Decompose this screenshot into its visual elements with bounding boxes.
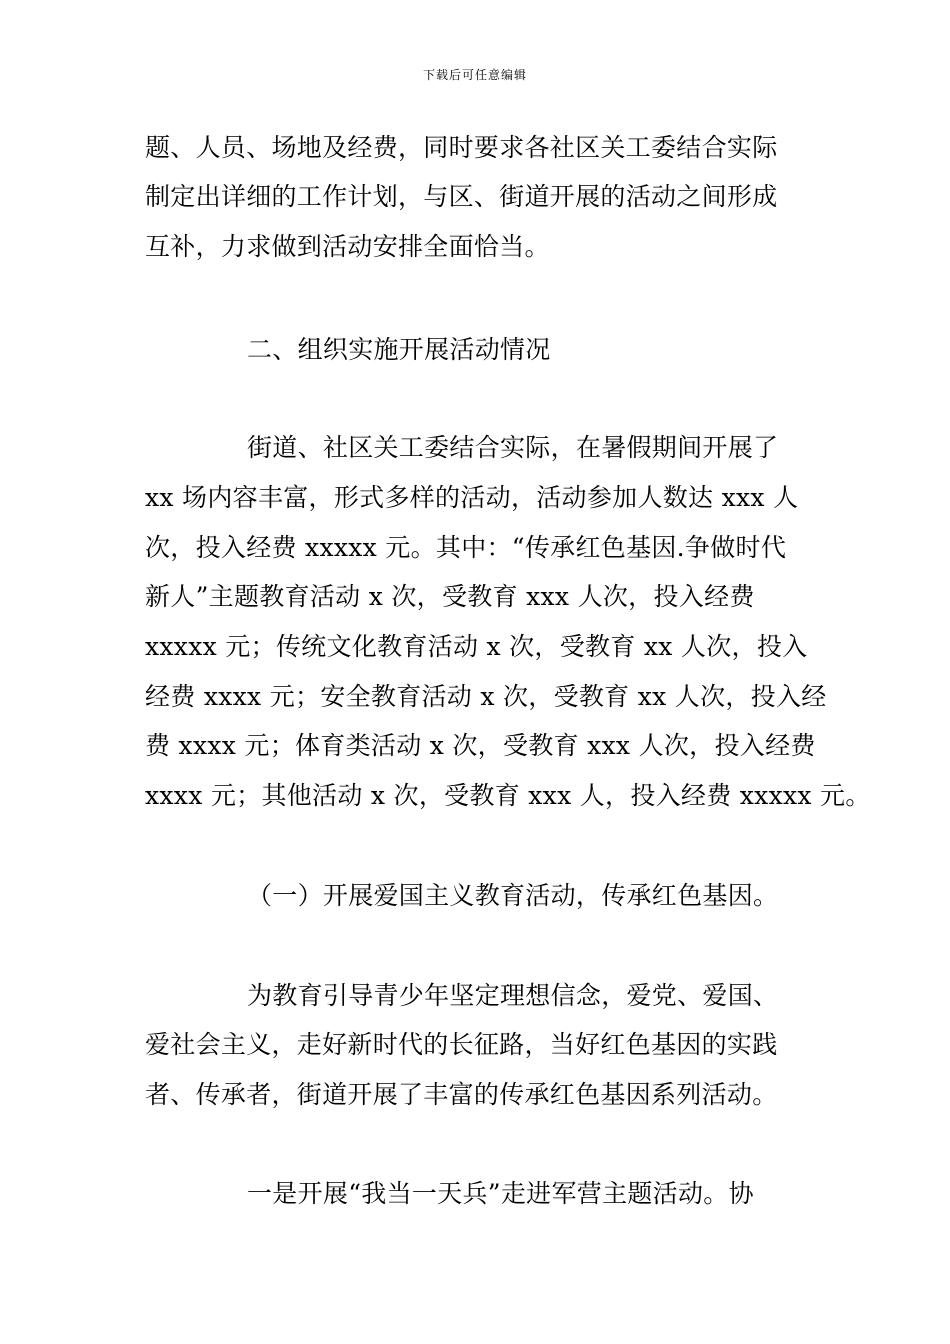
text-line: 费 xxxx 元；体育类活动 x 次，受教育 xxx 人次，投入经费 xyxy=(145,731,816,760)
text-line: 题、人员、场地及经费，同时要求各社区关工委结合实际 xyxy=(145,133,778,162)
text-line: 一是开展“我当一天兵”走进军营主题活动。协 xyxy=(247,1179,754,1208)
text-line: 新人”主题教育活动 x 次，受教育 xxx 人次，投入经费 xyxy=(145,582,755,611)
text-line: xxxxx 元；传统文化教育活动 x 次，受教育 xx 人次，投入 xyxy=(145,632,808,661)
page-header: 下载后可任意编辑 xyxy=(422,68,527,82)
text-line: 爱社会主义，走好新时代的长征路，当好红色基因的实践 xyxy=(145,1030,778,1059)
text-line: xx 场内容丰富，形式多样的活动，活动参加人数达 xxx 人 xyxy=(145,483,799,512)
subsection-heading: （一）开展爱国主义教育活动，传承红色基因。 xyxy=(247,881,779,910)
text-line: 次，投入经费 xxxxx 元。其中：“传承红色基因.争做时代 xyxy=(145,533,787,562)
text-line: 街道、社区关工委结合实际，在暑假期间开展了 xyxy=(247,433,779,462)
text-line: 经费 xxxx 元；安全教育活动 x 次，受教育 xx 人次，投入经 xyxy=(145,682,827,711)
text-line: xxxx 元；其他活动 x 次，受教育 xxx 人，投入经费 xxxxx 元。 xyxy=(145,781,871,810)
text-line: 者、传承者，街道开展了丰富的传承红色基因系列活动。 xyxy=(145,1080,778,1109)
text-line: 为教育引导青少年坚定理想信念，爱党、爱国、 xyxy=(247,981,779,1010)
text-line: 互补，力求做到活动安排全面恰当。 xyxy=(145,232,550,261)
text-line: 制定出详细的工作计划，与区、街道开展的活动之间形成 xyxy=(145,182,778,211)
section-heading: 二、组织实施开展活动情况 xyxy=(247,335,551,364)
